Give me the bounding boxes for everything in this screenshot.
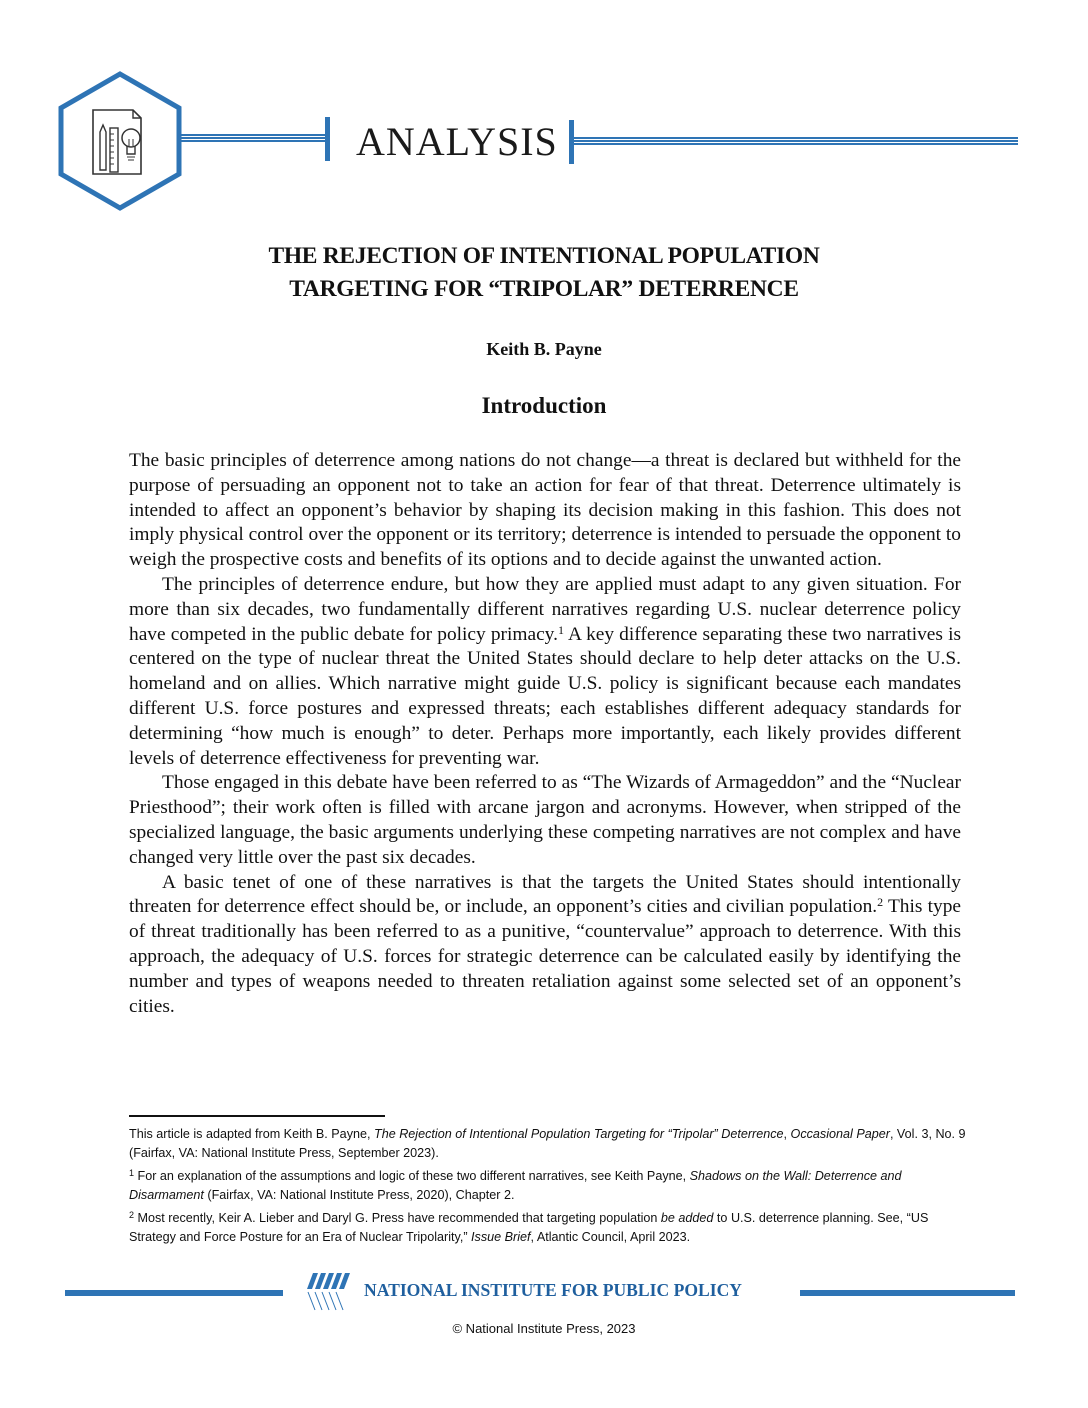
footnote-2 xyxy=(129,1209,969,1246)
header-rule-right xyxy=(573,137,1018,145)
footnote-2-marker: 2 xyxy=(129,1210,135,1220)
organization-name: NATIONAL INSTITUTE FOR PUBLIC POLICY xyxy=(364,1280,743,1300)
footnote-1 xyxy=(129,1167,969,1204)
paragraph-4 xyxy=(129,871,961,1020)
paragraph-2-text-a: The principles of deterrence endure, but how they are applied must adapt to any given situation. For more than six decades, two fundamentally different narratives regarding U.S. nuclear deterrence policy have competed in the public debate for policy primacy. xyxy=(129,573,961,645)
paragraph-4-text-b: This type of threat traditionally has been referred to as a punitive, “countervalue” approach to deterrence. With this approach, the adequacy of U.S. forces for strategic deterrence can be calculated easily by identifying the number and types of weapons needed to threaten retaliation against some selected set of an opponent’s cities. xyxy=(129,896,961,1017)
footnote-1-marker: 1 xyxy=(129,1168,135,1178)
section-heading: Introduction xyxy=(481,393,607,418)
source-note-details: , Vol. 3, No. 9 (Fairfax, VA: National Institute Press, September 2023). xyxy=(129,1127,966,1160)
footnote-2-series: Issue Brief xyxy=(471,1229,531,1244)
source-note-text: This article is adapted from Keith B. Payne, xyxy=(129,1127,374,1141)
source-note-series: Occasional Paper xyxy=(790,1127,890,1141)
footnote-separator xyxy=(129,1115,385,1117)
footnote-2-emphasis: be added xyxy=(660,1211,714,1225)
footnote-ref-1[interactable]: 1 xyxy=(557,622,564,637)
footnote-1-text: For an explanation of the assumptions and logic of these two different narratives, see Keith Payne, xyxy=(134,1169,690,1183)
header-bar-left xyxy=(325,117,330,161)
paragraph-2-text-b: A key difference separating these two narratives is centered on the type of nuclear threat the United States should declare to help deter attacks on the U.S. homeland and on allies. Which narrative might guide U.S. policy is significant because each mandates different U.S. force postures and expressed threats; each establishes different adequacy standards for determining “how much is enough” to deter. Perhaps more importantly, each likely provides different levels of deterrence effectiveness for preventing war. xyxy=(129,623,961,769)
footnote-2-text-b: to U.S. deterrence planning. See, “US Strategy and Force Posture for an Era of Nuclear Tripolarity,” xyxy=(129,1211,929,1244)
source-note-title: The Rejection of Intentional Population Targeting for “Tripolar” Deterrence xyxy=(374,1127,784,1141)
footnote-2-details: , Atlantic Council, April 2023. xyxy=(530,1229,691,1244)
author-name: Keith B. Payne xyxy=(486,339,602,359)
footnote-ref-2[interactable]: 2 xyxy=(877,895,884,910)
nipp-logo-icon xyxy=(305,1272,357,1312)
footnote-1-details: (Fairfax, VA: National Institute Press, 2020), Chapter 2. xyxy=(203,1187,515,1202)
footer-rule-right xyxy=(800,1290,1015,1296)
section-type-label: ANALYSIS xyxy=(356,119,558,164)
footnote-1-title: Shadows on the Wall: Deterrence and Disarmament xyxy=(129,1169,902,1202)
paragraph-4-text-a: A basic tenet of one of these narratives is that the targets the United States should intentionally threaten for deterrence effect should be, or include, an opponent’s cities and civilian population. xyxy=(129,871,961,918)
analysis-logo-icon xyxy=(55,70,185,212)
source-note xyxy=(129,1125,969,1162)
copyright-notice: © National Institute Press, 2023 xyxy=(452,1321,636,1336)
paragraph-3: Those engaged in this debate have been referred to as “The Wizards of Armageddon” and the “Nuclear Priesthood”; their work often is filled with arcane jargon and acronyms. However, when stripped of the specialized language, the basic arguments underlying these competing narratives are not complex and have changed very little over the past six decades. xyxy=(129,772,961,868)
header-rule-left xyxy=(180,134,328,142)
body-text xyxy=(129,449,961,1019)
footnotes xyxy=(129,1125,969,1251)
source-note-sep: , xyxy=(783,1127,791,1141)
footnote-2-text: Most recently, Keir A. Lieber and Daryl G. Press have recommended that targeting population xyxy=(134,1211,661,1225)
document-title-line-1: THE REJECTION OF INTENTIONAL POPULATION xyxy=(268,243,820,269)
document-title-line-2: TARGETING FOR “TRIPOLAR” DETERRENCE xyxy=(289,276,799,302)
header xyxy=(0,0,1088,230)
paragraph-2 xyxy=(129,573,961,771)
footer-rule-left xyxy=(65,1290,283,1296)
paragraph-1: The basic principles of deterrence among nations do not change—a threat is declared but withheld for the purpose of persuading an opponent not to take an action for fear of that threat. Deterrence ultimately is intended to affect an opponent’s behavior by shaping its decision making in this fashion. This does not imply physical control over the opponent or its territory; deterrence is intended to persuade the opponent to weigh the prospective costs and benefits of its options and to decide against the unwanted action. xyxy=(129,450,961,571)
